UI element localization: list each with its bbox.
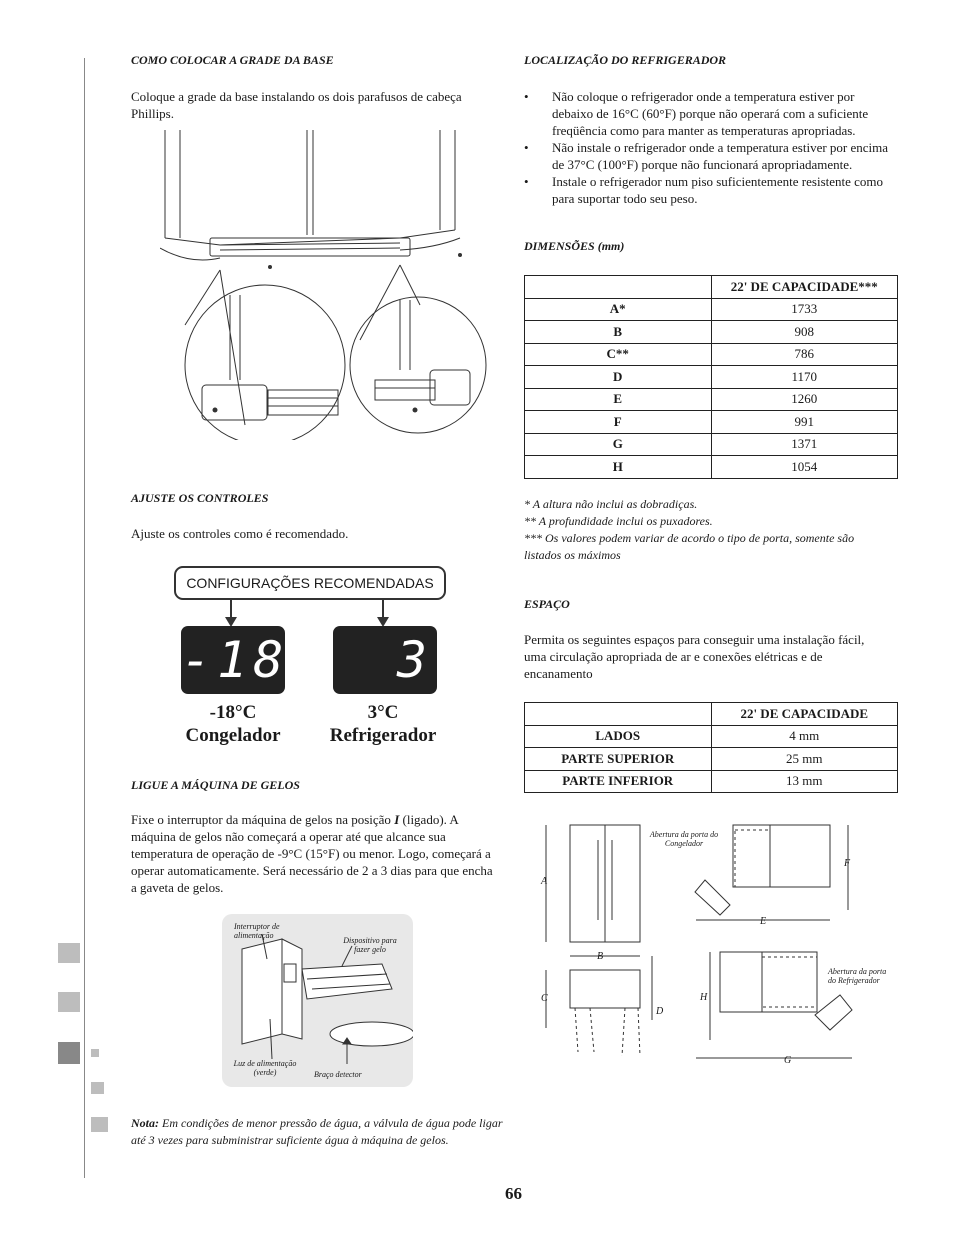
list-item: • Instale o refrigerador num piso suficientemente resistente como para suportar todo seu peso. xyxy=(524,174,884,206)
gelos-text: Fixe o interruptor da máquina de gelos na posição I (ligado). A máquina de gelos não começará a operar até que alcance sua temperatura de operação de -9°C (15°F) ou menor. Logo, começará a operar automaticamente. Será necessário de 2 a 3 dias para que encha a gaveta de gelos. xyxy=(131,812,493,895)
margin-rule xyxy=(84,58,85,1178)
table-row: F 991 xyxy=(525,411,898,434)
grade-heading: COMO COLOCAR A GRADE DA BASE xyxy=(131,53,334,67)
page-number: 66 xyxy=(505,1184,522,1203)
nota-text: Nota: Em condições de menor pressão de água, a válvula de água pode ligar até 3 vezes para subministrar suficiente água à máquina de gelos. xyxy=(131,1116,503,1147)
dim-label-b: B xyxy=(597,951,604,962)
recommended-settings-banner: CONFIGURAÇÕES RECOMENDADAS xyxy=(174,566,446,600)
label-detector-arm: Braço detector xyxy=(314,1070,362,1079)
fridge-door-label: Abertura da porta do Refrigerador xyxy=(828,967,887,985)
dim-label-h: H xyxy=(700,992,708,1003)
fridge-name: Refrigerador xyxy=(329,725,437,746)
espaco-text: Permita os seguintes espaços para conseguir uma instalação fácil, uma circulação apropriada de ar e conexões elétricas e de encanamento xyxy=(524,632,865,681)
table-row: B 908 xyxy=(525,321,898,344)
list-item: • Não instale o refrigerador onde a temperatura estiver por encima de 37°C (100°F) porque não funcionará apropriadamente. xyxy=(524,140,889,172)
list-item: • Não coloque o refrigerador onde a temperatura estiver por debaixo de 16°C (60°F) porque não operará com a suficiente freqüência como para manter as temperaturas apropriadas. xyxy=(524,89,869,138)
table-row: C** 786 xyxy=(525,343,898,366)
dim-label-a: A xyxy=(541,876,548,887)
espaco-heading: ESPAÇO xyxy=(524,597,570,611)
label-power-light: Luz de alimentação (verde) xyxy=(233,1059,297,1077)
table-row: 22' DE CAPACIDADE*** xyxy=(525,276,898,299)
section-tab-small xyxy=(91,1117,108,1132)
table-row: PARTE INFERIOR 13 mm xyxy=(525,770,898,793)
fridge-temp: 3°C xyxy=(367,702,399,723)
freezer-door-label: Abertura da porta do Congelador xyxy=(649,830,719,848)
label-switch: Interruptor de alimentação xyxy=(234,922,280,940)
localizacao-list xyxy=(524,88,894,207)
section-tab-small xyxy=(91,1049,99,1057)
table-row: PARTE SUPERIOR 25 mm xyxy=(525,748,898,771)
freezer-display-value: -18 xyxy=(181,631,290,689)
clearance-table xyxy=(524,702,898,793)
table-row: E 1260 xyxy=(525,388,898,411)
section-tab xyxy=(58,992,80,1012)
grade-text: Coloque a grade da base instalando os dois parafusos de cabeça Phillips. xyxy=(131,89,462,121)
label-ice-device: Dispositivo para fazer gelo xyxy=(343,936,397,954)
freezer-display xyxy=(181,626,290,694)
fridge-display-value: 3 xyxy=(396,631,427,689)
base-grille-illustration xyxy=(160,130,500,440)
localizacao-heading: LOCALIZAÇÃO DO REFRIGERADOR xyxy=(524,53,727,67)
section-tab-small xyxy=(91,1082,104,1094)
dim-label-e: E xyxy=(760,916,767,927)
dim-label-g: G xyxy=(784,1055,792,1066)
icemaker-illustration xyxy=(222,914,413,1087)
controles-heading: AJUSTE OS CONTROLES xyxy=(131,491,269,505)
dim-label-c: C xyxy=(541,993,548,1004)
controles-text: Ajuste os controles como é recomendado. xyxy=(131,526,349,541)
dimensions-table xyxy=(524,275,898,479)
table-row: D 1170 xyxy=(525,366,898,389)
table-row: LADOS 4 mm xyxy=(525,725,898,748)
freezer-label xyxy=(168,701,298,747)
section-tab xyxy=(58,943,80,963)
table-row: 22' DE CAPACIDADE xyxy=(525,703,898,726)
gelos-heading: LIGUE A MÁQUINA DE GELOS xyxy=(131,778,300,792)
table-row: G 1371 xyxy=(525,433,898,456)
freezer-name: Congelador xyxy=(185,725,281,746)
fridge-display xyxy=(333,626,437,694)
section-tab-active xyxy=(58,1042,80,1064)
arrow-icons xyxy=(220,598,400,628)
dim-label-d: D xyxy=(656,1006,664,1017)
table-row: H 1054 xyxy=(525,456,898,479)
dim-label-f: F xyxy=(844,858,851,869)
dimensoes-heading: DIMENSÕES (mm) xyxy=(524,239,625,253)
freezer-temp: -18°C xyxy=(209,702,257,723)
dimension-footnotes: * A altura não inclui as dobradiças. ** A profundidade inclui os puxadores. *** Os valores podem variar de acordo o tipo de porta, somente são listados os máximos xyxy=(524,497,855,562)
dimension-diagram xyxy=(530,820,870,1075)
table-row: A* 1733 xyxy=(525,298,898,321)
fridge-label xyxy=(318,701,448,747)
